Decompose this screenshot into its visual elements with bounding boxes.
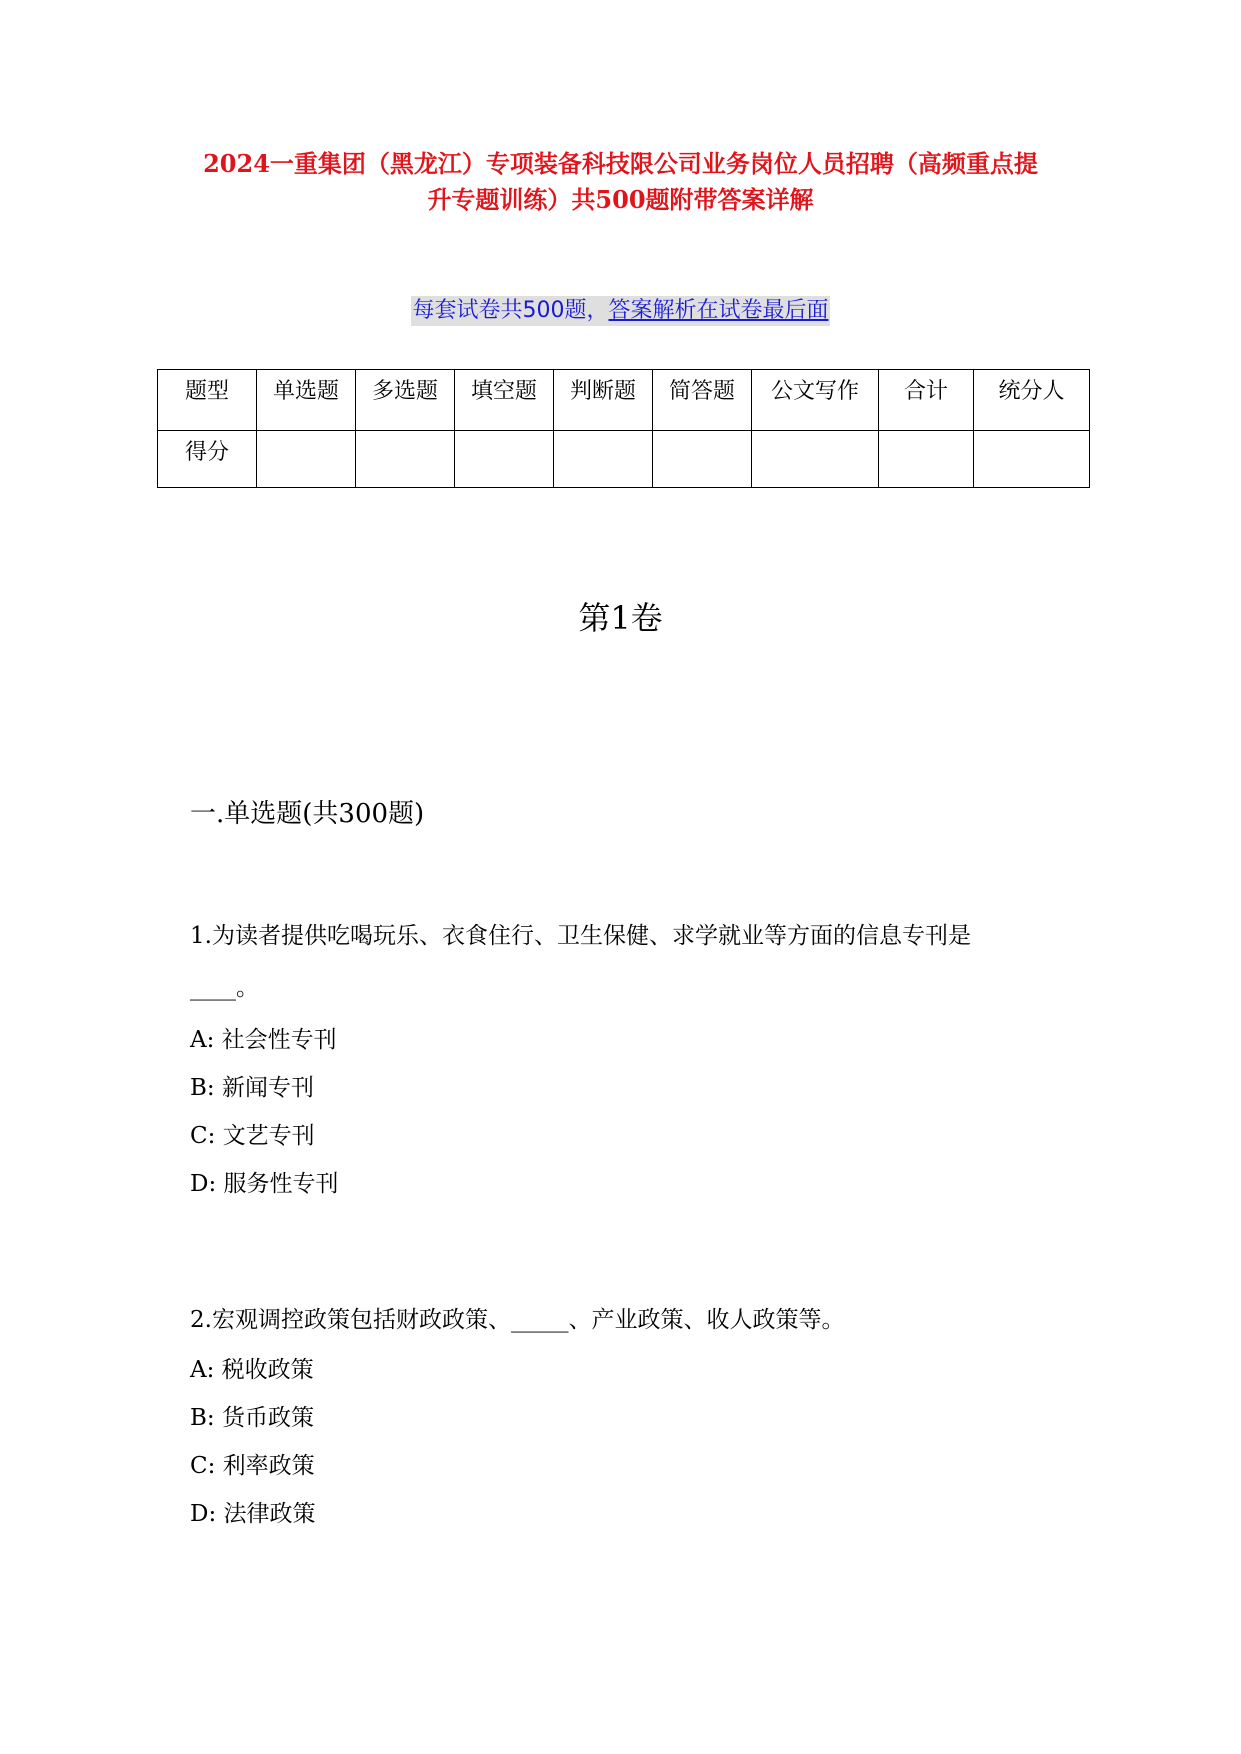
- header-cell: 多选题: [356, 370, 455, 431]
- score-row: [158, 431, 1090, 488]
- score-header-row: [158, 370, 1090, 431]
- subtitle: [411, 296, 829, 326]
- score-cell[interactable]: [257, 431, 356, 488]
- option-c: C: 利率政策: [190, 1453, 315, 1479]
- score-cell[interactable]: [653, 431, 752, 488]
- option-c: C: 文艺专刊: [190, 1123, 315, 1149]
- section-title: 一.单选题(共300题): [190, 799, 425, 829]
- score-cell[interactable]: [752, 431, 879, 488]
- header-cell: 简答题: [653, 370, 752, 431]
- score-table: [157, 369, 1090, 488]
- question-stem-cont: ____。: [190, 975, 259, 1001]
- header-cell: 单选题: [257, 370, 356, 431]
- volume-title: 第1卷: [578, 599, 663, 637]
- question-1: [190, 918, 971, 1208]
- question-stem: 1.为读者提供吃喝玩乐、衣食住行、卫生保健、求学就业等方面的信息专刊是: [190, 923, 971, 949]
- title-line-1: 2024一重集团（黑龙江）专项装备科技限公司业务岗位人员招聘（高频重点提: [203, 149, 1038, 178]
- option-a: A: 社会性专刊: [190, 1027, 337, 1053]
- score-cell[interactable]: [974, 431, 1090, 488]
- score-cell[interactable]: [455, 431, 554, 488]
- title-line-2: 升专题训练）共500题附带答案详解: [427, 185, 814, 214]
- subtitle-count: 每套试卷共500题，: [412, 298, 609, 323]
- option-d: D: 服务性专刊: [190, 1171, 339, 1197]
- question-stem: 2.宏观调控政策包括财政政策、_____、产业政策、收人政策等。: [190, 1307, 845, 1333]
- document-title: [150, 146, 1091, 218]
- option-a: A: 税收政策: [190, 1357, 314, 1383]
- score-cell[interactable]: [554, 431, 653, 488]
- header-cell: 公文写作: [752, 370, 879, 431]
- option-b: B: 货币政策: [190, 1405, 314, 1431]
- option-b: B: 新闻专刊: [190, 1075, 314, 1101]
- question-2: [190, 1302, 844, 1538]
- header-cell: 判断题: [554, 370, 653, 431]
- header-cell: 合计: [879, 370, 974, 431]
- subtitle-wrap: [0, 296, 1241, 326]
- header-cell: 填空题: [455, 370, 554, 431]
- score-cell[interactable]: [356, 431, 455, 488]
- subtitle-answer-note: 答案解析在试卷最后面: [608, 298, 829, 323]
- header-cell: 题型: [158, 370, 257, 431]
- option-d: D: 法律政策: [190, 1501, 316, 1527]
- score-cell[interactable]: [879, 431, 974, 488]
- score-row-label: 得分: [158, 431, 257, 488]
- header-cell: 统分人: [974, 370, 1090, 431]
